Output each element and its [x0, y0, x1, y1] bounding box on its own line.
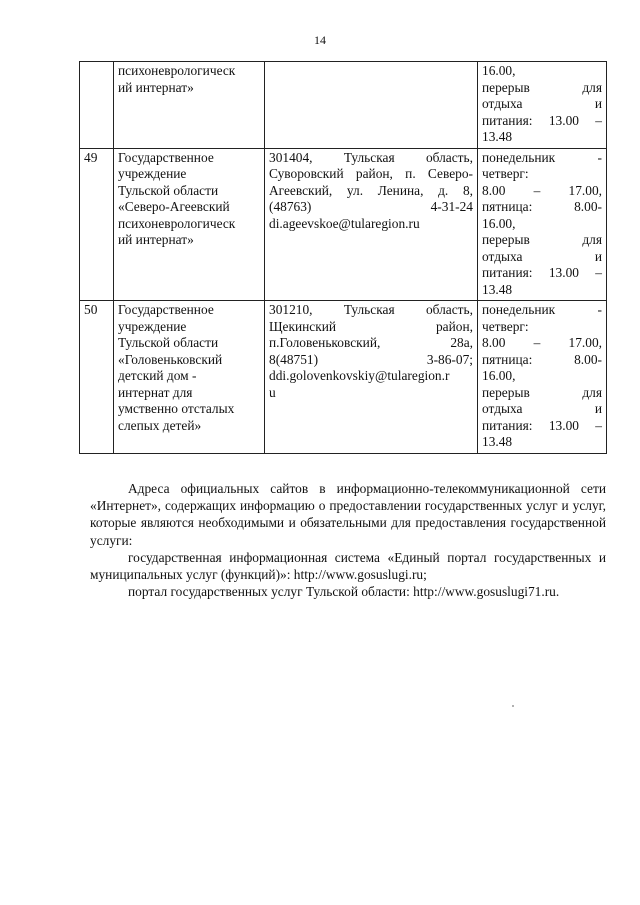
row-number [80, 62, 114, 149]
row-number: 49 [80, 148, 114, 301]
hours-line: пятница: 8.00- [482, 199, 602, 214]
institutions-table [79, 61, 607, 454]
hours-line: 13.48 [482, 281, 513, 297]
name-line: Тульской области [118, 335, 219, 350]
name-line: детский дом - [118, 368, 197, 383]
hours-line: питания: 13.00 – [482, 265, 602, 280]
name-line: интернат для [118, 384, 193, 400]
cell-address [265, 148, 478, 301]
address-line: ddi.golovenkovskiy@tularegion.r [269, 368, 450, 383]
websites-intro: Адреса официальных сайтов в информационно-телекоммуникационной сети «Интернет», содержащих информацию о предоставлении государственных услуг и услуг, которые являются необходимыми и обязательными для предоставления государственной услуги: [90, 481, 606, 548]
address-line: 301404, Тульская область, [269, 149, 473, 165]
name-line: Государственное [118, 302, 214, 317]
hours-line: 8.00 – 17.00, [482, 335, 602, 350]
cell-address [265, 62, 478, 149]
name-line: ий интернат» [118, 79, 194, 95]
cell-name [114, 62, 265, 149]
name-line: умственно отсталых [118, 401, 235, 416]
address-line: Суворовский район, п. Северо- [269, 166, 473, 181]
hours-line: отдыха и [482, 401, 602, 416]
address-line: Щекинский район, [269, 318, 473, 334]
name-line: Государственное [118, 149, 214, 165]
hours-line: перерыв для [482, 232, 602, 247]
page-number: 14 [314, 33, 326, 47]
address-line: Агеевский, ул. Ленина, д. 8, [269, 182, 473, 198]
hours-line: четверг: [482, 318, 529, 334]
hours-line: четверг: [482, 166, 529, 181]
table-row [80, 301, 607, 454]
name-line: учреждение [118, 318, 187, 334]
table-row [80, 62, 607, 149]
address-line: (48763) 4-31-24 [269, 199, 473, 214]
hours-line: понедельник - [482, 302, 602, 317]
table-row [80, 148, 607, 301]
hours-line: пятница: 8.00- [482, 351, 602, 367]
name-line: слепых детей» [118, 417, 202, 433]
hours-line: отдыха и [482, 96, 602, 111]
cell-hours [478, 62, 607, 149]
name-line: учреждение [118, 166, 187, 181]
hours-line: отдыха и [482, 248, 602, 264]
name-line: Тульской области [118, 182, 219, 198]
cell-hours [478, 301, 607, 454]
institutions-table-body [80, 62, 607, 454]
name-line: ий интернат» [118, 232, 194, 247]
cell-name [114, 301, 265, 454]
hours-line: перерыв для [482, 384, 602, 400]
cell-hours [478, 148, 607, 301]
websites-section [90, 480, 606, 600]
name-line: психоневрологическ [118, 63, 236, 78]
hours-line: перерыв для [482, 79, 602, 95]
hours-line: 16.00, [482, 215, 516, 231]
address-line: п.Головеньковский, 28а, [269, 335, 473, 350]
websites-item-gosuslugi71: портал государственных услуг Тульской области: http://www.gosuslugi71.ru. [128, 584, 560, 600]
name-line: психоневрологическ [118, 215, 236, 231]
hours-line: питания: 13.00 – [482, 112, 602, 128]
websites-item-gosuslugi: государственная информационная система «Единый портал государственных и муниципальных услуг (функций)»: http://www.gosuslugi.ru; [90, 549, 606, 583]
address-line: di.ageevskoe@tularegion.ru [269, 215, 420, 231]
address-line: 301210, Тульская область, [269, 302, 473, 317]
address-line: 8(48751) 3-86-07; [269, 351, 473, 367]
hours-line: питания: 13.00 – [482, 417, 602, 433]
hours-line: 16.00, [482, 63, 516, 78]
hours-line: 8.00 – 17.00, [482, 182, 602, 198]
name-line: «Северо-Агеевский [118, 199, 230, 214]
row-number: 50 [80, 301, 114, 454]
scan-dot [512, 705, 514, 707]
hours-line: 13.48 [482, 129, 513, 144]
address-line: u [269, 384, 276, 400]
hours-line: 13.48 [482, 434, 513, 449]
hours-line: понедельник - [482, 149, 602, 165]
hours-line: 16.00, [482, 368, 516, 383]
cell-address [265, 301, 478, 454]
cell-name [114, 148, 265, 301]
name-line: «Головеньковский [118, 351, 223, 367]
